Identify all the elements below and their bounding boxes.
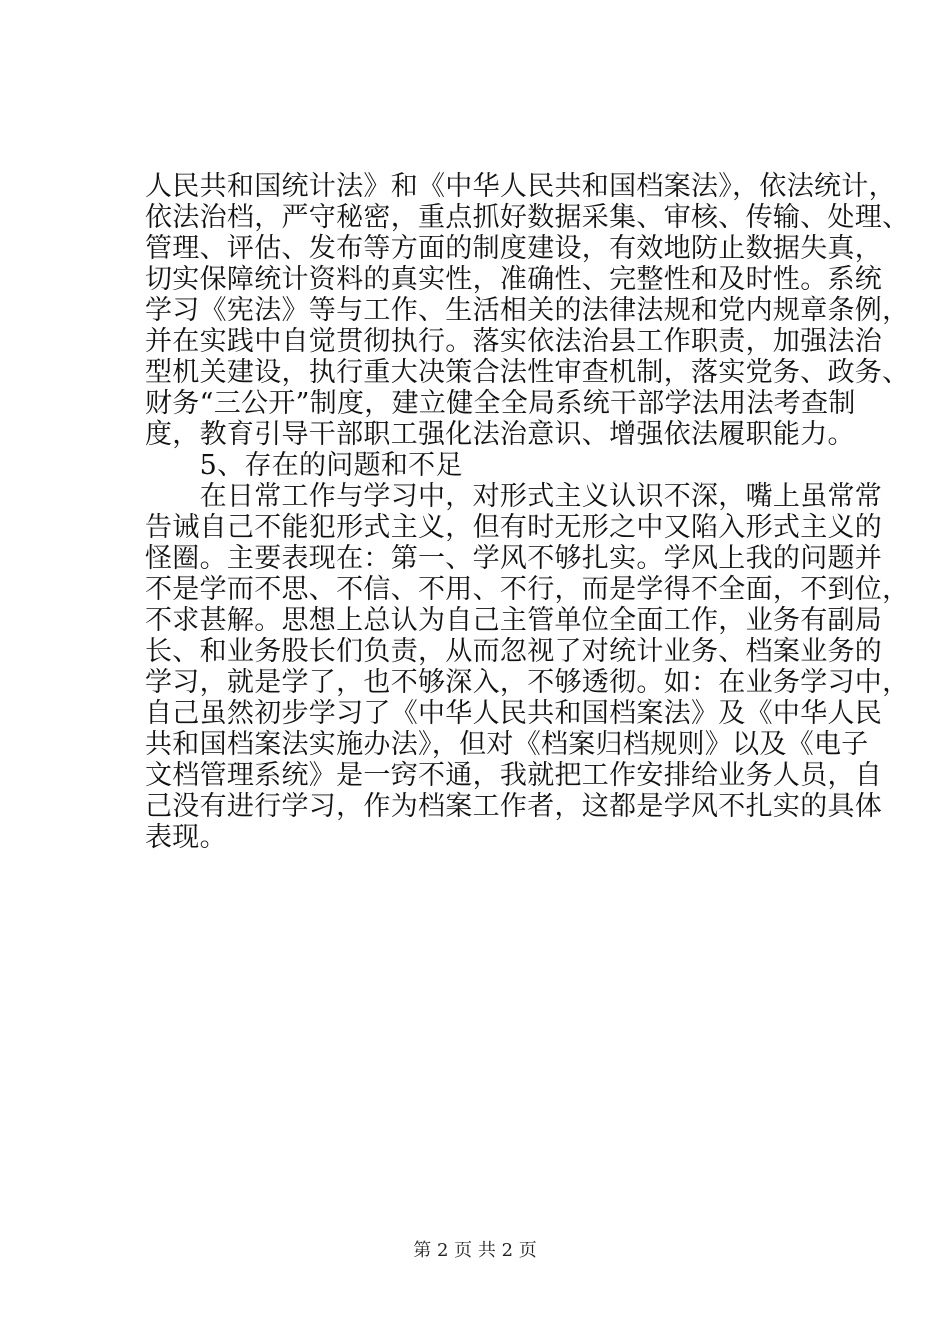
text-line: 不是学而不思、不信、不用、不行，而是学得不全面，不到位， [145, 574, 910, 605]
section-heading: 5、存在的问题和不足 [145, 450, 463, 481]
text-line: 学习，就是学了，也不够深入，不够透彻。如：在业务学习中， [145, 667, 910, 698]
text-line: 学习《宪法》等与工作、生活相关的法律法规和党内规章条例， [145, 295, 910, 326]
text-line: 不求甚解。思想上总认为自己主管单位全面工作，业务有副局 [145, 605, 883, 636]
text-line: 依法治档，严守秘密，重点抓好数据采集、审核、传输、处理、 [145, 202, 910, 233]
text-line: 管理、评估、发布等方面的制度建设，有效地防止数据失真， [145, 233, 883, 264]
text-line: 表现。 [145, 822, 227, 853]
text-line: 在日常工作与学习中，对形式主义认识不深，嘴上虽常常 [145, 481, 883, 512]
text-line: 人民共和国统计法》和《中华人民共和国档案法》，依法统计， [145, 171, 896, 202]
text-line: 并在实践中自觉贯彻执行。落实依法治县工作职责，加强法治 [145, 326, 883, 357]
text-line: 告诫自己不能犯形式主义，但有时无形之中又陷入形式主义的 [145, 512, 883, 543]
text-line: 怪圈。主要表现在：第一、学风不够扎实。学风上我的问题并 [145, 543, 883, 574]
text-line: 自己虽然初步学习了《中华人民共和国档案法》及《中华人民 [145, 698, 883, 729]
text-line: 度，教育引导干部职工强化法治意识、增强依法履职能力。 [145, 419, 855, 450]
page-number-footer: 第 2 页 共 2 页 [413, 1240, 537, 1261]
text-line: 文档管理系统》是一窍不通，我就把工作安排给业务人员，自 [145, 760, 883, 791]
body-text [145, 171, 910, 853]
text-line: 财务“三公开”制度，建立健全全局系统干部学法用法考查制 [145, 388, 856, 419]
text-line: 切实保障统计资料的真实性，准确性、完整性和及时性。系统 [145, 264, 883, 295]
text-line: 长、和业务股长们负责，从而忽视了对统计业务、档案业务的 [145, 636, 883, 667]
text-line: 共和国档案法实施办法》，但对《档案归档规则》以及《电子 [145, 729, 869, 760]
text-line: 己没有进行学习，作为档案工作者，这都是学风不扎实的具体 [145, 791, 883, 822]
text-line: 型机关建设，执行重大决策合法性审查机制，落实党务、政务、 [145, 357, 910, 388]
